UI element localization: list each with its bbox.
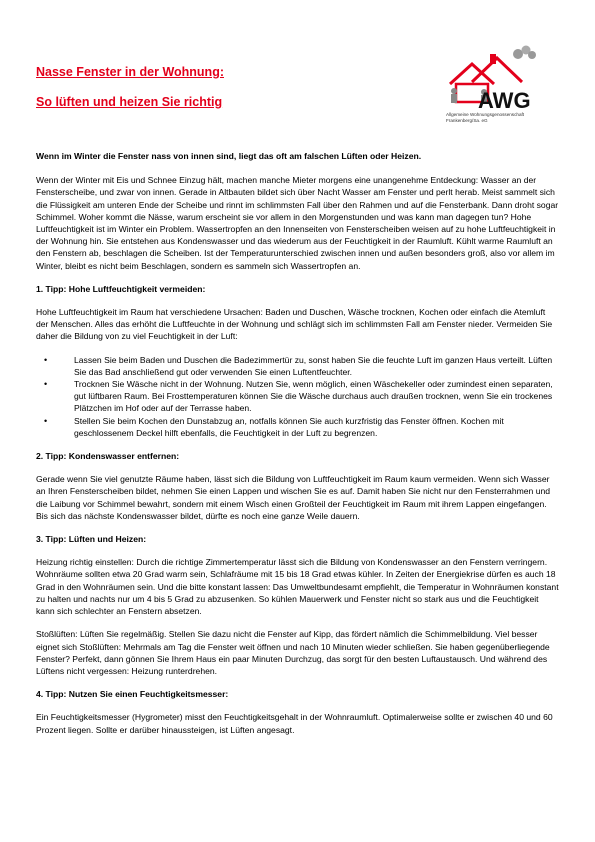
smoke-icon [513,49,523,59]
document-header [36,64,396,110]
list-item [44,378,559,415]
list-item-text: Trocknen Sie Wäsche nicht in der Wohnung. Nutzen Sie, wenn möglich, einen Wäschekeller oder zumindest einen separaten, gut lüftbaren Raum. Bei Frosttemperaturen können Sie die Wäsche durchaus auch draußen trocknen, wenn Sie ein trockenes Plätzchen im Hof oder auf der Terrasse haben. [74,379,553,414]
list-item-text: Stellen Sie beim Kochen den Dunstabzug an, notfalls können Sie auch kurzfristig das Fenster öffnen. Kochen mit geschlossenem Deckel hilft ebenfalls, die Feuchtigkeit in der Luft zu begrenzen. [74,415,504,438]
tip-4-text: Ein Feuchtigkeitsmesser (Hygrometer) misst den Feuchtigkeitsgehalt in der Wohnraumluft. Optimalerweise sollte er zwischen 40 und 60 Prozent liegen. Sollte er darüber hinaussteigen, ist Lüften angesagt. [36,712,553,735]
bullet-icon: • [44,354,48,365]
tip-2-text: Gerade wenn Sie viel genutzte Räume haben, lässt sich die Bildung von Luftfeuchtigkeit im Raum kaum vermeiden. Wenn sich Wasser an Ihren Fensterscheiben bildet, nehmen Sie einen Lappen und wischen Sie es auf. Damit haben Sie nicht nur den Fensterrahmen und die Laibung vor Schimmel bewahrt, sondern mit einem Wisch einen Großteil der Feuchtigkeit im Raum mit ihrem Lappen eingefangen. Bis sich das nächste Kondenswasser bildet, dürfte es noch eine ganze Weile dauern. [36,474,551,521]
person-icon [451,88,457,94]
logo-subtitle-line-1: Allgemeine Wohnungsgenossenschaft [446,112,525,117]
intro-paragraph: Wenn im Winter die Fenster nass von innen sind, liegt das oft am falschen Lüften oder Heizen. [36,151,422,161]
bullet-icon: • [44,379,48,390]
chimney-icon [490,54,496,64]
logo-subtitle [446,112,566,124]
tip-1-heading: 1. Tipp: Hohe Luftfeuchtigkeit vermeiden: [36,283,206,294]
list-item-text: Lassen Sie beim Baden und Duschen die Badezimmertür zu, sonst haben Sie die feuchte Luft im ganzen Haus verteilt. Lüften Sie das Bad anschließend gut oder verwenden Sie einen Luftentfeuchter. [74,354,553,377]
tip-4-heading: 4. Tipp: Nutzen Sie einen Feuchtigkeitsmesser: [36,689,229,700]
title-line-2: So lüften und heizen Sie richtig [36,95,223,109]
logo-wordmark: AWG [478,88,531,113]
awg-logo-graphic [442,44,562,114]
title-line-1: Nasse Fenster in der Wohnung: [36,65,224,79]
paragraph-1: Wenn der Winter mit Eis und Schnee Einzug hält, machen manche Mieter morgens eine unangenehme Entdeckung: Wasser an der Fensterscheibe, und zwar von innen. Gerade in Altbauten bildet sich über Nacht Wasser am Fenster und perlt herab. Meist sammelt sich die Flüssigkeit am unteren Ende der Scheibe und rinnt im schlimmsten Fall über den Rahmen und auf die Fensterbank. Dann droht sogar Schimmel. Woher kommt die Nässe, warum erscheint sie vor allem in den Morgenstunden und was kann man dagegen tun? Hohe Luftfeuchtigkeit ist im Winter ein Problem. Wassertropfen an den Innenseiten von Fensterscheiben weisen auf zu hohe Luftfeuchtigkeit in der Wohnung hin. Sie entstehen aus Kondenswasser und das wiederum aus der Feuchtigkeit in der Raumluft. Kühlt warme Raumluft an den Fenstern ab, beschlagen die Scheiben. Ist der Temperaturunterschied zwischen innen und außen besonders groß, also vor allem im Winter, bleibt es nicht beim Beschlagen, sondern es sammeln sich Wassertropfen an. [36,175,559,271]
logo-subtitle-line-2: Frankenberg/Sa. eG [446,118,488,123]
bullet-icon: • [44,415,48,426]
tip-1-text: Hohe Luftfeuchtigkeit im Raum hat verschiedene Ursachen: Baden und Duschen, Wäsche trocknen, Kochen oder einfach die Atemluft der Menschen. Alles das erhöht die Luftfeuchte in der Wohnung und schlägt sich im schlimmsten Fall am Fenster nieder. Vermeiden Sie daher die Bildung von zu viel Feuchtigkeit in der Luft: [36,307,553,342]
tip-3-text-ventilation: Stoßlüften: Lüften Sie regelmäßig. Stellen Sie dazu nicht die Fenster auf Kipp, das fördert nämlich die Schimmelbildung. Viel besser eignet sich Stoßlüften: Mehrmals am Tag die Fenster weit öffnen und nach 10 Minuten wieder schließen. Sie haben gegenüberliegende Fenster? Perfekt, dann gönnen Sie Ihrem Haus ein paar Minuten Durchzug, das sorgt für den besten Luftaustausch. Und während des Lüftens nicht vergessen: Heizung runterdrehen. [36,629,550,676]
tip-3-heading: 3. Tipp: Lüften und Heizen: [36,534,147,545]
tip-3-text-heating: Heizung richtig einstellen: Durch die richtige Zimmertemperatur lässt sich die Bildung von Kondenswasser an den Fenstern verringern. Wohnräume sollten etwa 20 Grad warm sein, Schlafräume mit 15 bis 18 Grad etwas kühler. In Zeiten der Energiekrise dürfen es auch 18 Grad in den Wohnräumen sein. Und die bitte konstant lassen: Das Umweltbundesamt empfiehlt, die Temperatur in Wohnräumen konstant zu halten und nachts nur um 4 bis 5 Grad zu abzusenken. So kühlen Mauerwerk und Fenster nicht so stark aus und die Feuchtigkeit kann sich schlechter an Fenstern absetzen. [36,557,559,617]
document-body [36,150,559,747]
list-item [44,354,559,378]
list-item [44,415,559,439]
tip-2-heading: 2. Tipp: Kondenswasser entfernen: [36,451,180,462]
tip-1-bullet-list [36,354,559,439]
